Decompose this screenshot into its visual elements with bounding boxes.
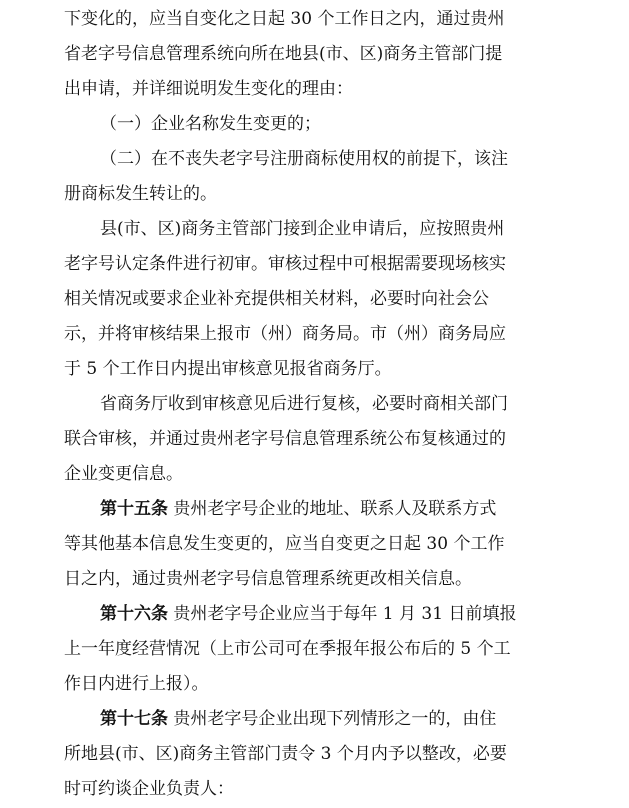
paragraph-line: 县(市、区)商务主管部门接到企业申请后，应按照贵州 [100, 219, 505, 239]
list-item-1: （一）企业名称发生变更的； [100, 114, 321, 134]
article-16-text: 贵州老字号企业应当于每年 1 月 31 日前填报 [173, 604, 517, 624]
article-16-line [100, 599, 564, 629]
paragraph-line: 老字号认定条件进行初审。审核过程中可根据需要现场核实 [64, 254, 506, 274]
paragraph-line: 省老字号信息管理系统向所在地县(市、区)商务主管部门提 [64, 44, 503, 64]
paragraph-line: 出申请，并详细说明发生变化的理由： [64, 79, 353, 99]
article-17-line [100, 704, 564, 734]
paragraph-line: 联合审核，并通过贵州老字号信息管理系统公布复核通过的 [64, 429, 506, 449]
article-17-label: 第十七条 [100, 709, 168, 729]
article-15-label: 第十五条 [100, 499, 168, 519]
article-15-line [100, 494, 564, 524]
paragraph-line: 上一年度经营情况（上市公司可在季报年报公布后的 5 个工 [64, 639, 511, 659]
paragraph-line: 企业变更信息。 [64, 464, 183, 484]
paragraph-line: 册商标发生转让的。 [64, 184, 217, 204]
article-15-text: 贵州老字号企业的地址、联系人及联系方式 [173, 499, 497, 519]
paragraph-line: 时可约谈企业负责人： [64, 779, 234, 799]
paragraph-line: 日之内，通过贵州老字号信息管理系统更改相关信息。 [64, 569, 472, 589]
list-item-2: （二）在不丧失老字号注册商标使用权的前提下，该注 [100, 149, 508, 169]
paragraph-line: 于 5 个工作日内提出审核意见报省商务厅。 [64, 359, 392, 379]
paragraph-line: 相关情况或要求企业补充提供相关材料，必要时向社会公 [64, 289, 489, 309]
paragraph-line: 作日内进行上报）。 [64, 674, 209, 694]
paragraph-line: 所地县(市、区)商务主管部门责令 3 个月内予以整改，必要 [64, 744, 507, 764]
paragraph-line: 示，并将审核结果上报市（州）商务局。市（州）商务局应 [64, 324, 506, 344]
article-17-text: 贵州老字号企业出现下列情形之一的，由住 [173, 709, 497, 729]
paragraph-line: 等其他基本信息发生变更的，应当自变更之日起 30 个工作 [64, 534, 505, 554]
paragraph-line: 省商务厅收到审核意见后进行复核，必要时商相关部门 [100, 394, 508, 414]
paragraph-line: 下变化的，应当自变化之日起 30 个工作日之内，通过贵州 [64, 9, 505, 29]
article-16-label: 第十六条 [100, 604, 168, 624]
